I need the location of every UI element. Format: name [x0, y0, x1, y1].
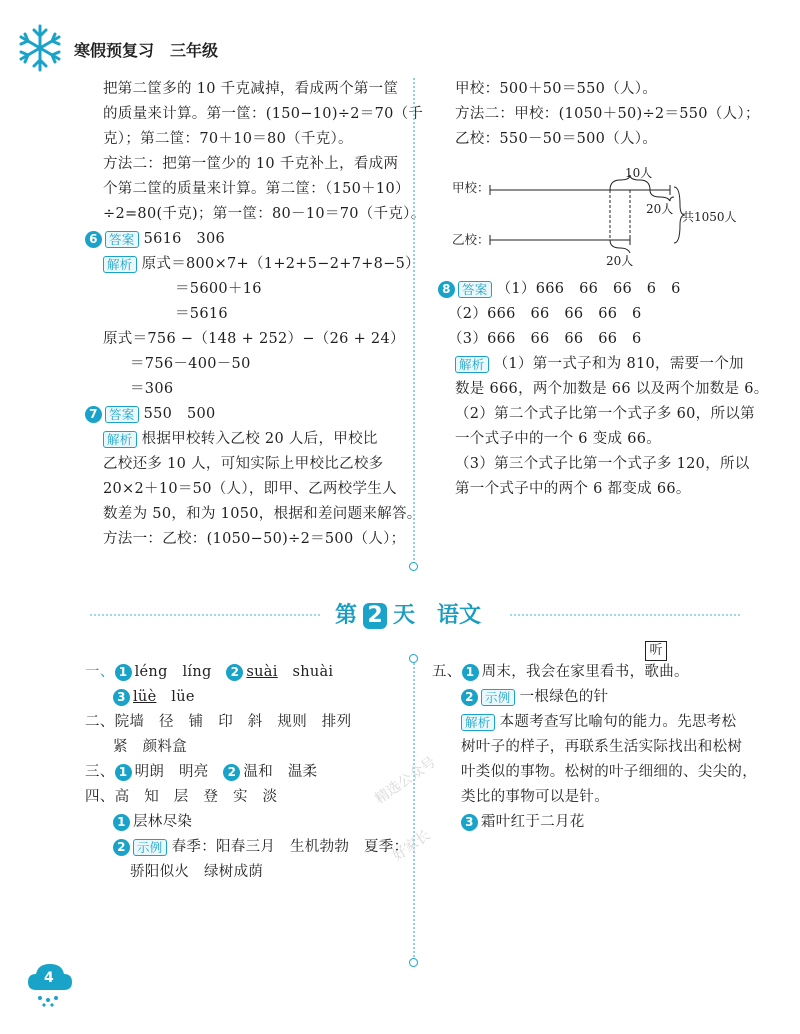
item-number: 3 [461, 814, 478, 831]
pinyin: léng [134, 664, 168, 680]
section-5-item-2 [461, 688, 608, 706]
line-segment-diagram [488, 165, 688, 260]
analysis-tag: 解析 [461, 714, 495, 731]
banner-rule-left [90, 614, 320, 616]
watermark-text: 好家长 [389, 827, 434, 865]
answer-text: 层林尽染 [133, 814, 193, 830]
item-number: 2 [113, 839, 130, 856]
text-line: ＝306 [130, 381, 174, 397]
section-label: 五、 [432, 664, 462, 680]
analysis-line [461, 713, 736, 731]
text-line: 类比的事物可以是针。 [461, 789, 609, 805]
answer-text: 5616 306 [143, 231, 226, 247]
text-line: 数是 666，两个加数是 66 以及两个加数是 6。 [455, 381, 769, 397]
text-line: 乙校：550－50＝500（人）。 [455, 131, 658, 147]
text-line: 方法二：把第一筐少的 10 千克补上，看成两 [103, 156, 399, 172]
text-line: 紧 颜料盒 [113, 739, 187, 755]
header-grade: 三年级 [170, 41, 219, 60]
header-title: 寒假预复习 [74, 41, 155, 60]
text-line: （3）666 66 66 66 6 [448, 331, 642, 347]
item-number: 3 [113, 689, 130, 706]
answer-text: 明朗 明亮 [134, 764, 209, 780]
diagram-mid-label: 20人 [646, 202, 674, 216]
pinyin: líng [182, 664, 212, 680]
section-3 [85, 763, 317, 781]
text-line: 方法一：乙校：(1050−50)÷2＝500（人）； [103, 531, 406, 547]
item-number: 1 [462, 664, 479, 681]
watermark-text: 精选公众号 [372, 754, 439, 808]
answer-text: 周末，我会在家里看书， [481, 664, 645, 680]
day-banner [335, 598, 481, 629]
text-line: 四、高 知 层 登 实 淡 [85, 789, 278, 805]
banner-rule-right [510, 614, 740, 616]
analysis-tag: 解析 [455, 356, 489, 373]
diagram-bottom-label: 20人 [606, 254, 634, 268]
section-5-item-3 [461, 813, 585, 831]
question-number: 8 [438, 281, 455, 298]
analysis-line [455, 355, 744, 373]
page-number: 4 [44, 970, 54, 986]
insert-box: 听 [645, 641, 667, 661]
section-5 [432, 663, 689, 681]
item-number: 1 [115, 664, 132, 681]
text-line: 克）；第二筐：70＋10＝80（千克）。 [103, 131, 353, 147]
banner-pre: 第 [335, 603, 358, 628]
pinyin: suài [246, 664, 278, 680]
answer-text: 550 500 [143, 406, 216, 422]
item-number: 2 [223, 764, 240, 781]
section-1-item-3 [113, 688, 195, 706]
pinyin: shuài [292, 664, 334, 680]
text-line: 二、院墙 径 铺 印 斜 规则 排列 [85, 714, 352, 730]
divider-end [409, 562, 418, 571]
answer-text: 春季：阳春三月 生机勃勃 夏季： [171, 839, 409, 855]
text-line: （2）666 66 66 66 6 [448, 306, 642, 322]
analysis-line [103, 255, 420, 273]
column-divider [413, 660, 415, 960]
text-line: （2）第二个式子比第一个式子多 60，所以第 [455, 406, 755, 422]
section-4-item-2 [113, 838, 408, 856]
divider-end [409, 958, 418, 967]
text-line: 一个式子中的一个 6 变成 66。 [455, 431, 662, 447]
question-8 [438, 280, 681, 298]
text-line: 乙校还多 10 人，可知实际上甲校比乙校多 [103, 456, 384, 472]
diagram-label-a: 甲校： [452, 180, 490, 195]
text-line: 叶类似的事物。松树的叶子细细的、尖尖的， [461, 764, 757, 780]
pinyin: lüè [133, 689, 157, 705]
text-line: 根据甲校转入乙校 20 人后，甲校比 [141, 431, 378, 447]
text-line: ＝5600＋16 [175, 281, 262, 297]
question-number: 6 [85, 231, 102, 248]
text-line: ＝5616 [175, 306, 228, 322]
text-line: 原式＝756 −（148 + 252）−（26 + 24） [103, 331, 405, 347]
text-line: 树叶子的样子，再联系生活实际找出和松树 [461, 739, 743, 755]
text-line: 甲校：500＋50＝550（人）。 [455, 81, 658, 97]
text-line: 骄阳似火 绿树成荫 [130, 864, 264, 880]
example-tag: 示例 [481, 689, 515, 706]
text-line: 数差为 50，和为 1050，根据和差问题来解答。 [103, 506, 422, 522]
text-line: 原式＝800×7+（1+2+5−2+7+8−5） [141, 256, 420, 272]
answer-text: 歌曲。 [644, 664, 689, 680]
banner-post: 天 语文 [393, 603, 482, 628]
analysis-tag: 解析 [103, 256, 137, 273]
answer-text: （1）666 66 66 6 6 [496, 281, 681, 297]
snowflake-icon [14, 22, 66, 74]
item-number: 2 [226, 664, 243, 681]
text-line: ÷2=80(千克)；第一筐：80－10＝70（千克）。 [103, 206, 426, 222]
example-tag: 示例 [133, 839, 167, 856]
diagram-label-b: 乙校： [452, 232, 490, 247]
pinyin: lüe [171, 689, 195, 705]
text-line: 20×2＋10＝50（人），即甲、乙两校学生人 [103, 481, 397, 497]
text-line: ＝756－400－50 [130, 356, 251, 372]
section-4-item-1 [113, 813, 192, 831]
diagram-top-label: 10人 [625, 166, 653, 180]
text-line: 把第二筐多的 10 千克减掉，看成两个第一筐 [103, 81, 399, 97]
text-line: （1）第一式子和为 810，需要一个加 [493, 356, 744, 372]
answer-tag: 答案 [458, 281, 492, 298]
answer-text: 温和 温柔 [243, 764, 318, 780]
text-line: 本题考查写比喻句的能力。先思考松 [499, 714, 737, 730]
answer-text: 一根绿色的针 [519, 689, 609, 705]
diagram-total-label: 共1050人 [682, 210, 737, 224]
column-divider [413, 78, 415, 564]
text-line: （3）第三个式子比第一个式子多 120，所以 [455, 456, 750, 472]
banner-day-number: 2 [363, 603, 387, 629]
answer-tag: 答案 [105, 231, 139, 248]
section-label: 一、 [85, 664, 115, 680]
section-label: 三、 [85, 764, 115, 780]
section-1 [85, 663, 333, 681]
analysis-line [103, 430, 378, 448]
item-number: 1 [115, 764, 132, 781]
question-7 [85, 405, 216, 423]
question-6 [85, 230, 225, 248]
item-number: 1 [113, 814, 130, 831]
divider-end [409, 654, 418, 663]
question-number: 7 [85, 406, 102, 423]
text-line: 第一个式子中的两个 6 都变成 66。 [455, 481, 691, 497]
answer-tag: 答案 [105, 406, 139, 423]
item-number: 2 [461, 689, 478, 706]
text-line: 的质量来计算。第一筐：(150−10)÷2＝70（千 [103, 106, 424, 122]
answer-text: 霜叶红于二月花 [481, 814, 585, 830]
text-line: 方法二：甲校：(1050＋50)÷2＝550（人）； [455, 106, 760, 122]
analysis-tag: 解析 [103, 431, 137, 448]
text-line: 个第二筐的质量来计算。第二筐：（150＋10） [103, 181, 410, 197]
